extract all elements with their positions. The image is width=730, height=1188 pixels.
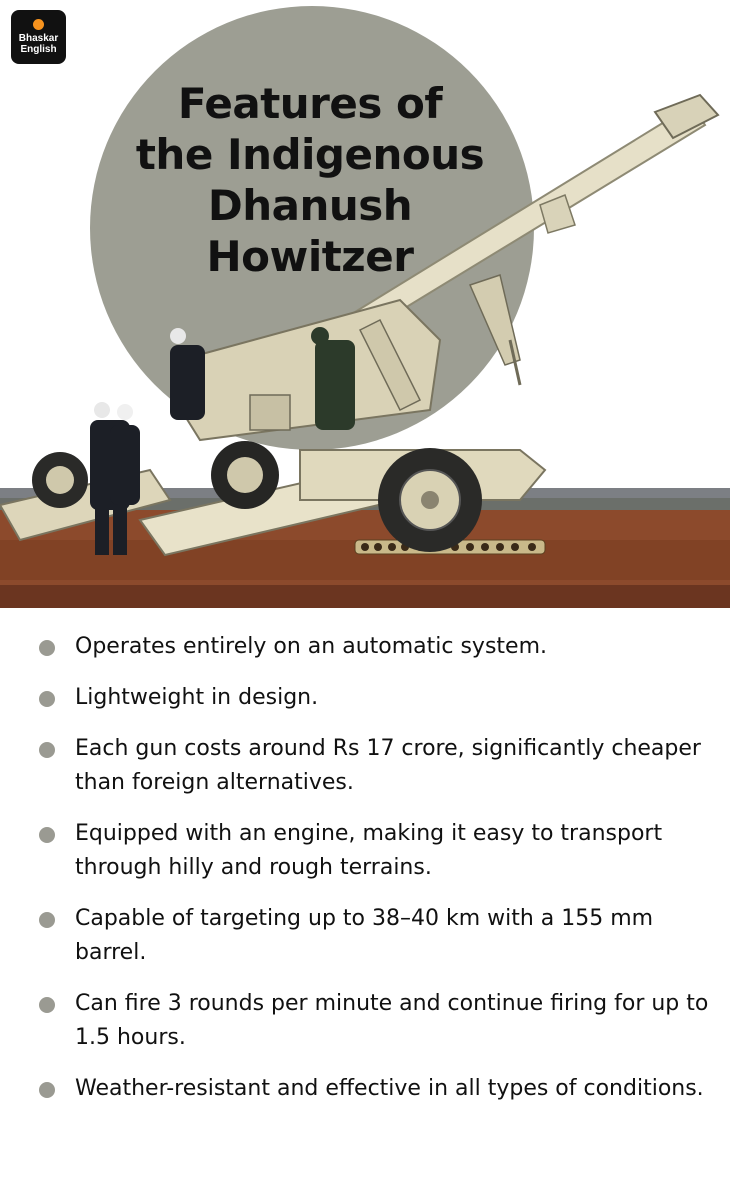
page-title bbox=[120, 78, 500, 282]
title-line-4: Howitzer bbox=[206, 232, 414, 281]
list-item bbox=[0, 902, 730, 970]
bullet-icon bbox=[39, 997, 55, 1013]
feature-text: Lightweight in design. bbox=[75, 685, 319, 710]
bullet-icon bbox=[39, 640, 55, 656]
bullet-icon bbox=[39, 691, 55, 707]
title-line-2: the Indigenous bbox=[135, 130, 485, 179]
list-item bbox=[0, 732, 730, 800]
feature-text: Can fire 3 rounds per minute and continue firing for up to 1.5 hours. bbox=[75, 991, 709, 1050]
bullet-icon bbox=[39, 1082, 55, 1098]
list-item bbox=[0, 817, 730, 885]
feature-text: Equipped with an engine, making it easy to transport through hilly and rough terrains. bbox=[75, 821, 663, 880]
feature-text: Weather-resistant and effective in all types of conditions. bbox=[75, 1076, 704, 1101]
bullet-icon bbox=[39, 742, 55, 758]
bullet-icon bbox=[39, 912, 55, 928]
bullet-icon bbox=[39, 827, 55, 843]
feature-text: Operates entirely on an automatic system. bbox=[75, 634, 547, 659]
logo-line-1: Bhaskar bbox=[18, 33, 59, 44]
logo-line-2: English bbox=[20, 44, 57, 55]
feature-text: Each gun costs around Rs 17 crore, significantly cheaper than foreign alternatives. bbox=[75, 736, 701, 795]
list-item bbox=[0, 630, 730, 664]
feature-text: Capable of targeting up to 38–40 km with a 155 mm barrel. bbox=[75, 906, 654, 965]
list-item bbox=[0, 987, 730, 1055]
list-item bbox=[0, 1072, 730, 1106]
title-line-3: Dhanush bbox=[207, 181, 413, 230]
list-item bbox=[0, 681, 730, 715]
bhaskar-english-logo[interactable] bbox=[11, 10, 66, 64]
title-line-1: Features of bbox=[177, 79, 443, 128]
feature-list bbox=[0, 630, 730, 1123]
logo-dot-icon bbox=[33, 19, 44, 30]
